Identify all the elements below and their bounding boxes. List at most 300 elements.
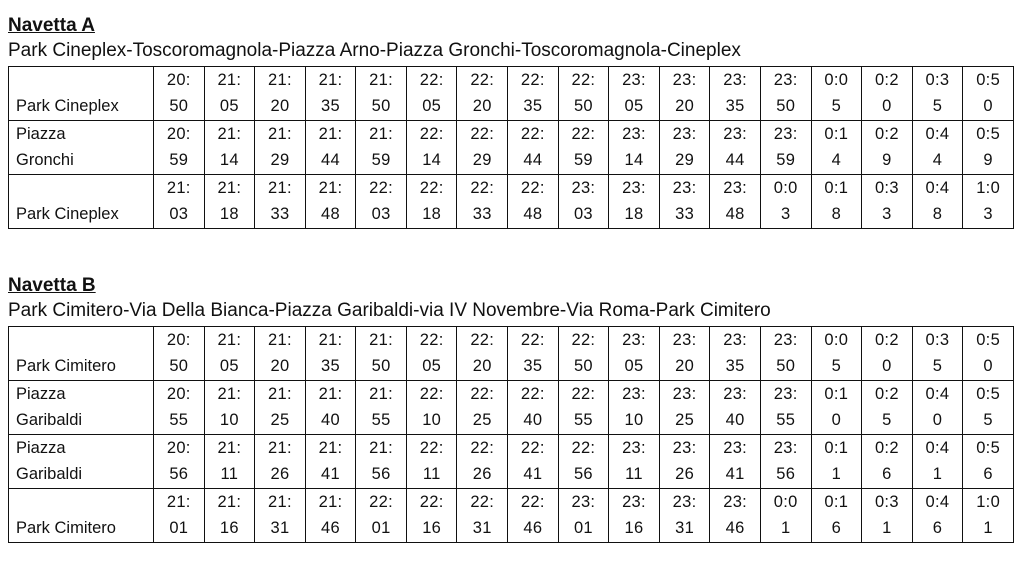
departure-time-part: 44 <box>523 151 543 169</box>
departure-time-cell <box>204 121 255 175</box>
departure-time-part: 21: <box>318 331 343 349</box>
departure-time-part: 11 <box>422 465 441 483</box>
departure-time-part: 23: <box>622 385 646 403</box>
departure-time-cell <box>508 175 559 229</box>
departure-time-part: 23: <box>571 179 596 197</box>
departure-time-cell <box>305 67 356 121</box>
departure-time-cell <box>255 175 306 229</box>
departure-time-part: 21: <box>369 331 394 349</box>
departure-time-cell <box>659 67 710 121</box>
departure-time-part: 22: <box>520 179 545 197</box>
departure-time-part: 16 <box>624 519 644 537</box>
departure-time-part: 14 <box>219 151 239 169</box>
departure-time-part: 0:0 <box>824 331 849 349</box>
departure-time-part: 0:0 <box>773 179 798 197</box>
departure-time-cell <box>558 327 609 381</box>
departure-time-cell <box>963 435 1014 489</box>
departure-time-part: 29 <box>270 151 290 169</box>
stop-name-line: Piazza <box>16 439 66 457</box>
departure-time-part: 23: <box>723 179 748 197</box>
departure-time-part: 20: <box>166 439 191 457</box>
departure-time-part: 50 <box>573 357 593 375</box>
departure-time-part: 35 <box>321 97 340 115</box>
departure-time-cell <box>508 327 559 381</box>
departure-time-part: 44 <box>321 151 340 169</box>
departure-time-part: 21: <box>369 439 394 457</box>
departure-time-part: 50 <box>776 357 796 375</box>
departure-time-part: 59 <box>776 151 796 169</box>
departure-time-part: 23: <box>622 493 646 511</box>
departure-time-part: 23: <box>773 439 798 457</box>
departure-time-cell <box>558 381 609 435</box>
departure-time-part: 48 <box>523 205 543 223</box>
departure-time-cell <box>811 489 862 543</box>
departure-time-cell <box>912 175 963 229</box>
departure-time-part: 5 <box>932 97 943 115</box>
departure-time-part: 0:5 <box>976 385 1001 403</box>
departure-time-part: 31 <box>270 519 290 537</box>
departure-time-part: 59 <box>169 151 189 169</box>
departure-time-part: 21: <box>217 493 242 511</box>
departure-time-part: 10 <box>219 411 239 429</box>
departure-time-part: 31 <box>472 519 492 537</box>
departure-time-cell <box>154 67 205 121</box>
departure-time-cell <box>862 489 913 543</box>
departure-time-cell <box>710 121 761 175</box>
departure-time-part: 11 <box>625 465 643 483</box>
departure-time-part: 0:5 <box>976 439 1001 457</box>
departure-time-part: 55 <box>169 411 189 429</box>
departure-time-part: 33 <box>472 205 492 223</box>
departure-time-part: 21: <box>318 439 343 457</box>
departure-time-part: 21: <box>166 493 191 511</box>
departure-time-part: 0:2 <box>874 439 899 457</box>
departure-time-cell <box>659 489 710 543</box>
departure-time-cell <box>154 327 205 381</box>
departure-time-part: 26 <box>675 465 695 483</box>
departure-time-part: 22: <box>419 493 444 511</box>
departure-time-part: 22: <box>419 439 444 457</box>
departure-time-part: 56 <box>371 465 391 483</box>
departure-time-part: 03 <box>573 205 593 223</box>
departure-time-cell <box>963 67 1014 121</box>
departure-time-part: 22: <box>470 125 495 143</box>
departure-time-part: 56 <box>776 465 796 483</box>
departure-time-part: 0:5 <box>976 71 1001 89</box>
departure-time-part: 9 <box>882 151 892 169</box>
departure-time-cell <box>912 121 963 175</box>
departure-time-cell <box>710 381 761 435</box>
departure-time-cell <box>255 489 306 543</box>
departure-time-part: 0 <box>882 357 892 375</box>
departure-time-part: 0:2 <box>874 385 899 403</box>
departure-time-part: 8 <box>932 205 943 223</box>
stop-name-line: Garibaldi <box>16 411 83 429</box>
stop-name-line: Park Cimitero <box>16 519 116 537</box>
departure-time-part: 1 <box>932 465 943 483</box>
departure-time-part: 14 <box>624 151 644 169</box>
departure-time-cell <box>760 175 811 229</box>
departure-time-cell <box>457 67 508 121</box>
departure-time-part: 0:2 <box>874 125 899 143</box>
departure-time-part: 1:0 <box>976 493 1001 511</box>
departure-time-part: 0:5 <box>976 331 1001 349</box>
departure-time-part: 20: <box>166 71 191 89</box>
departure-time-part: 22: <box>470 385 495 403</box>
departure-time-cell <box>811 381 862 435</box>
departure-time-part: 21: <box>217 439 242 457</box>
departure-time-part: 0:4 <box>925 385 950 403</box>
departure-time-cell <box>305 121 356 175</box>
departure-time-part: 23: <box>672 493 697 511</box>
departure-time-part: 20: <box>166 125 191 143</box>
departure-time-part: 0 <box>932 411 943 429</box>
departure-time-cell <box>963 327 1014 381</box>
departure-time-part: 21: <box>318 71 343 89</box>
departure-time-cell <box>862 381 913 435</box>
departure-time-part: 48 <box>725 205 745 223</box>
departure-time-cell <box>558 121 609 175</box>
departure-time-part: 01 <box>169 519 189 537</box>
departure-time-cell <box>154 381 205 435</box>
departure-time-part: 21: <box>268 493 292 511</box>
departure-time-part: 0:4 <box>925 493 950 511</box>
departure-time-cell <box>811 67 862 121</box>
departure-time-cell <box>305 327 356 381</box>
departure-time-part: 56 <box>169 465 189 483</box>
departure-time-part: 55 <box>776 411 796 429</box>
departure-time-part: 21: <box>318 179 343 197</box>
departure-time-part: 0:4 <box>925 179 950 197</box>
departure-time-part: 0:3 <box>874 493 899 511</box>
departure-time-cell <box>406 435 457 489</box>
departure-time-cell <box>406 175 457 229</box>
departure-time-cell <box>204 175 255 229</box>
departure-time-cell <box>154 435 205 489</box>
departure-time-cell <box>963 381 1014 435</box>
departure-time-part: 22: <box>520 493 545 511</box>
departure-time-cell <box>356 435 407 489</box>
departure-time-part: 22: <box>571 385 596 403</box>
departure-time-part: 16 <box>422 519 442 537</box>
departure-time-cell <box>760 121 811 175</box>
departure-time-part: 01 <box>371 519 391 537</box>
departure-time-part: 35 <box>523 97 543 115</box>
departure-time-part: 23: <box>622 439 646 457</box>
departure-time-cell <box>609 67 660 121</box>
departure-time-part: 44 <box>725 151 745 169</box>
departure-time-part: 22: <box>571 125 596 143</box>
departure-time-part: 22: <box>520 385 545 403</box>
departure-time-cell <box>811 435 862 489</box>
navetta-a-route: Park Cineplex-Toscoromagnola-Piazza Arno-Piazza Gronchi-Toscoromagnola-Cineplex <box>8 40 741 61</box>
departure-time-part: 22: <box>369 493 394 511</box>
timetable-row <box>9 381 1014 435</box>
departure-time-part: 50 <box>371 357 391 375</box>
departure-time-cell <box>558 489 609 543</box>
departure-time-part: 21: <box>268 331 292 349</box>
departure-time-part: 22: <box>419 125 444 143</box>
departure-time-part: 16 <box>219 519 239 537</box>
stop-name-cell <box>9 67 154 121</box>
departure-time-part: 46 <box>725 519 745 537</box>
departure-time-cell <box>255 381 306 435</box>
departure-time-part: 05 <box>624 357 644 375</box>
departure-time-part: 35 <box>523 357 543 375</box>
departure-time-cell <box>760 327 811 381</box>
departure-time-part: 10 <box>624 411 644 429</box>
departure-time-cell <box>912 489 963 543</box>
departure-time-part: 22: <box>470 493 495 511</box>
departure-time-part: 29 <box>472 151 492 169</box>
departure-time-cell <box>204 489 255 543</box>
departure-time-part: 5 <box>932 357 943 375</box>
departure-time-part: 05 <box>219 97 239 115</box>
departure-time-part: 0 <box>983 97 993 115</box>
departure-time-part: 21: <box>268 179 292 197</box>
navetta-a-title: Navetta A <box>8 15 95 36</box>
departure-time-part: 35 <box>321 357 340 375</box>
departure-time-part: 21: <box>369 71 394 89</box>
departure-time-cell <box>659 121 710 175</box>
departure-time-cell <box>508 121 559 175</box>
departure-time-cell <box>406 381 457 435</box>
departure-time-cell <box>659 327 710 381</box>
departure-time-part: 0:5 <box>976 125 1001 143</box>
departure-time-part: 22: <box>520 331 545 349</box>
departure-time-part: 21: <box>217 125 242 143</box>
departure-time-part: 46 <box>321 519 340 537</box>
departure-time-cell <box>760 67 811 121</box>
timetable-row <box>9 175 1014 229</box>
departure-time-part: 23: <box>723 439 748 457</box>
departure-time-part: 22: <box>520 71 545 89</box>
departure-time-cell <box>609 327 660 381</box>
departure-time-cell <box>305 381 356 435</box>
departure-time-part: 6 <box>882 465 892 483</box>
departure-time-cell <box>457 489 508 543</box>
departure-time-part: 0:1 <box>824 493 849 511</box>
departure-time-part: 6 <box>932 519 943 537</box>
departure-time-cell <box>609 175 660 229</box>
departure-time-cell <box>154 121 205 175</box>
departure-time-part: 40 <box>725 411 745 429</box>
departure-time-part: 21: <box>217 385 242 403</box>
departure-time-part: 4 <box>831 151 842 169</box>
departure-time-part: 23: <box>672 439 697 457</box>
departure-time-part: 3 <box>780 205 791 223</box>
departure-time-part: 22: <box>419 331 444 349</box>
departure-time-part: 0:2 <box>874 331 899 349</box>
departure-time-cell <box>305 489 356 543</box>
stop-name-cell <box>9 121 154 175</box>
departure-time-part: 23: <box>672 385 697 403</box>
departure-time-part: 20 <box>675 97 695 115</box>
departure-time-part: 50 <box>371 97 391 115</box>
departure-time-part: 1:0 <box>976 179 1001 197</box>
departure-time-part: 25 <box>472 411 492 429</box>
departure-time-cell <box>912 67 963 121</box>
departure-time-part: 0:0 <box>824 71 849 89</box>
departure-time-part: 23: <box>723 125 748 143</box>
departure-time-cell <box>406 327 457 381</box>
departure-time-part: 35 <box>725 97 745 115</box>
departure-time-part: 22: <box>571 331 596 349</box>
stop-name-line <box>16 67 153 93</box>
departure-time-part: 0 <box>831 411 842 429</box>
departure-time-cell <box>609 381 660 435</box>
departure-time-part: 18 <box>422 205 442 223</box>
departure-time-part: 05 <box>422 357 442 375</box>
departure-time-cell <box>558 175 609 229</box>
departure-time-part: 20 <box>472 97 492 115</box>
departure-time-part: 22: <box>470 179 495 197</box>
departure-time-cell <box>204 327 255 381</box>
departure-time-cell <box>558 435 609 489</box>
departure-time-part: 23: <box>571 493 596 511</box>
departure-time-part: 20 <box>270 357 290 375</box>
departure-time-part: 22: <box>520 125 545 143</box>
departure-time-cell <box>406 489 457 543</box>
departure-time-part: 0:1 <box>824 179 849 197</box>
stop-name-line: Gronchi <box>16 151 74 169</box>
stop-name-line: Piazza <box>16 385 66 403</box>
departure-time-part: 22: <box>419 179 444 197</box>
departure-time-part: 5 <box>831 357 842 375</box>
departure-time-part: 03 <box>371 205 391 223</box>
departure-time-part: 0:0 <box>773 493 798 511</box>
departure-time-part: 23: <box>672 71 697 89</box>
departure-time-cell <box>406 121 457 175</box>
departure-time-cell <box>508 435 559 489</box>
departure-time-part: 5 <box>882 411 892 429</box>
departure-time-cell <box>760 435 811 489</box>
departure-time-cell <box>760 381 811 435</box>
departure-time-part: 21: <box>166 179 191 197</box>
departure-time-cell <box>356 67 407 121</box>
departure-time-part: 20: <box>166 331 191 349</box>
departure-time-part: 23: <box>622 331 646 349</box>
departure-time-part: 46 <box>523 519 543 537</box>
departure-time-cell <box>508 381 559 435</box>
departure-time-cell <box>609 121 660 175</box>
departure-time-part: 23: <box>723 493 748 511</box>
departure-time-part: 22: <box>470 71 495 89</box>
departure-time-part: 1 <box>983 519 993 537</box>
departure-time-part: 50 <box>169 357 189 375</box>
departure-time-part: 29 <box>675 151 695 169</box>
navetta-b-route: Park Cimitero-Via Della Bianca-Piazza Garibaldi-via IV Novembre-Via Roma-Park Cimitero <box>8 300 771 321</box>
departure-time-part: 21: <box>217 331 242 349</box>
departure-time-cell <box>862 435 913 489</box>
departure-time-part: 55 <box>371 411 391 429</box>
departure-time-part: 23: <box>672 179 697 197</box>
departure-time-part: 03 <box>169 205 189 223</box>
departure-time-cell <box>255 435 306 489</box>
departure-time-part: 56 <box>573 465 593 483</box>
departure-time-part: 21: <box>318 385 343 403</box>
departure-time-part: 50 <box>573 97 593 115</box>
departure-time-cell <box>609 435 660 489</box>
departure-time-part: 23: <box>622 125 646 143</box>
stop-name-cell <box>9 489 154 543</box>
departure-time-part: 22: <box>470 331 495 349</box>
departure-time-cell <box>659 435 710 489</box>
departure-time-part: 21: <box>268 439 292 457</box>
departure-time-part: 22: <box>419 385 444 403</box>
departure-time-part: 05 <box>219 357 239 375</box>
departure-time-part: 3 <box>882 205 892 223</box>
departure-time-part: 5 <box>983 411 993 429</box>
departure-time-part: 11 <box>220 465 239 483</box>
departure-time-cell <box>710 175 761 229</box>
departure-time-part: 20 <box>472 357 492 375</box>
departure-time-part: 0:3 <box>925 71 950 89</box>
departure-time-part: 23: <box>672 125 697 143</box>
departure-time-cell <box>963 121 1014 175</box>
departure-time-part: 21: <box>369 125 394 143</box>
departure-time-cell <box>356 175 407 229</box>
stop-name-line: Garibaldi <box>16 465 83 483</box>
departure-time-part: 1 <box>831 465 842 483</box>
departure-time-part: 23: <box>773 331 798 349</box>
departure-time-cell <box>811 327 862 381</box>
departure-time-part: 23: <box>622 71 646 89</box>
departure-time-part: 4 <box>932 151 943 169</box>
departure-time-part: 59 <box>371 151 391 169</box>
departure-time-cell <box>508 489 559 543</box>
departure-time-part: 33 <box>675 205 695 223</box>
departure-time-part: 23: <box>672 331 697 349</box>
departure-time-cell <box>609 489 660 543</box>
departure-time-cell <box>204 435 255 489</box>
departure-time-part: 21: <box>369 385 394 403</box>
departure-time-part: 05 <box>422 97 442 115</box>
departure-time-cell <box>356 121 407 175</box>
departure-time-cell <box>457 121 508 175</box>
stop-name-line: Park Cimitero <box>16 357 116 375</box>
departure-time-part: 21: <box>217 179 242 197</box>
departure-time-part: 6 <box>983 465 993 483</box>
departure-time-part: 26 <box>270 465 290 483</box>
departure-time-part: 0:3 <box>925 331 950 349</box>
departure-time-cell <box>255 67 306 121</box>
departure-time-part: 0:1 <box>824 385 849 403</box>
departure-time-part: 23: <box>723 331 748 349</box>
navetta-a-section <box>8 14 1014 229</box>
departure-time-cell <box>912 435 963 489</box>
departure-time-part: 0:1 <box>824 439 849 457</box>
departure-time-part: 0:2 <box>874 71 899 89</box>
stop-name-cell <box>9 381 154 435</box>
departure-time-cell <box>457 327 508 381</box>
stop-name-line: Park Cineplex <box>16 97 119 115</box>
departure-time-part: 21: <box>318 493 343 511</box>
departure-time-cell <box>457 175 508 229</box>
departure-time-cell <box>204 67 255 121</box>
departure-time-part: 25 <box>270 411 290 429</box>
departure-time-part: 22: <box>571 439 596 457</box>
departure-time-part: 14 <box>422 151 442 169</box>
departure-time-cell <box>912 381 963 435</box>
stop-name-line <box>16 489 153 515</box>
departure-time-part: 22: <box>419 71 444 89</box>
departure-time-part: 6 <box>831 519 842 537</box>
departure-time-part: 26 <box>472 465 492 483</box>
stop-name-line <box>16 327 153 353</box>
departure-time-cell <box>406 67 457 121</box>
departure-time-cell <box>659 381 710 435</box>
